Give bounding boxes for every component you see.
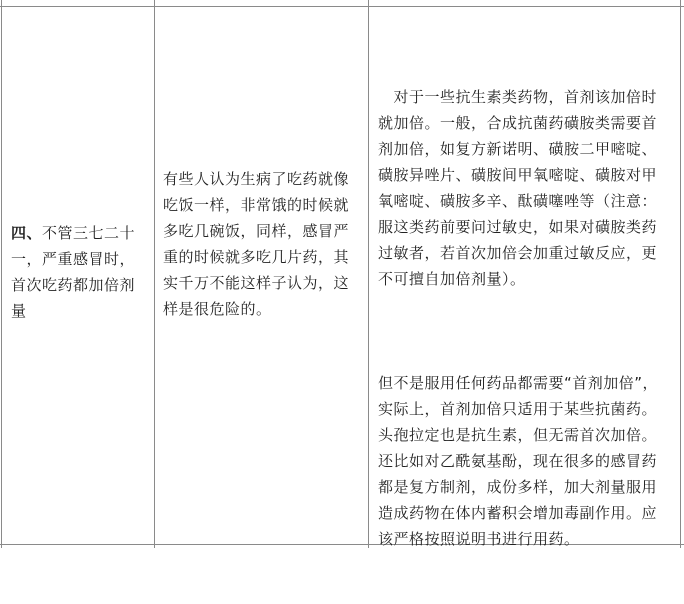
table-cell-misconception: 有些人认为生病了吃药就像吃饭一样，非常饿的时候就多吃几碗饭，同样，感冒严重的时候就多吃几片药，其实千万不能这样子认为，这样是很危险的。 bbox=[163, 170, 350, 318]
item-number: 四、 bbox=[11, 224, 43, 242]
table-column-divider-2 bbox=[368, 0, 369, 548]
table-column-divider-1 bbox=[154, 0, 155, 548]
table-border-left bbox=[1, 0, 2, 548]
table-row-divider-top bbox=[0, 6, 684, 7]
item-title: 不管三七二十一，严重感冒时，首次吃药都加倍剂量 bbox=[11, 224, 136, 320]
table-cell-item bbox=[11, 220, 143, 324]
explanation-paragraph-1: 对于一些抗生素类药物，首剂该加倍时就加倍。一般，合成抗菌药磺胺类需要首剂加倍，如复方新诺明、磺胺二甲嘧啶、磺胺异唑片、磺胺间甲氧嘧啶、磺胺对甲氧嘧啶、磺胺多辛、酞磺噻唑等（注意：服这类药前要问过敏史，如果对磺胺类药过敏者，若首次加倍会加重过敏反应，更不可擅自加倍剂量）。 bbox=[378, 88, 658, 288]
table-border-right bbox=[680, 0, 681, 548]
explanation-paragraph-2: 但不是服用任何药品都需要“首剂加倍”，实际上，首剂加倍只适用于某些抗菌药。头孢拉定也是抗生素，但无需首次加倍。还比如对乙酰氨基酚，现在很多的感冒药都是复方制剂，成份多样，加大剂量服用造成药物在体内蓄积会增加毒副作用。应该严格按照说明书进行用药。 bbox=[378, 374, 659, 548]
table-cell-explanation bbox=[378, 32, 666, 604]
